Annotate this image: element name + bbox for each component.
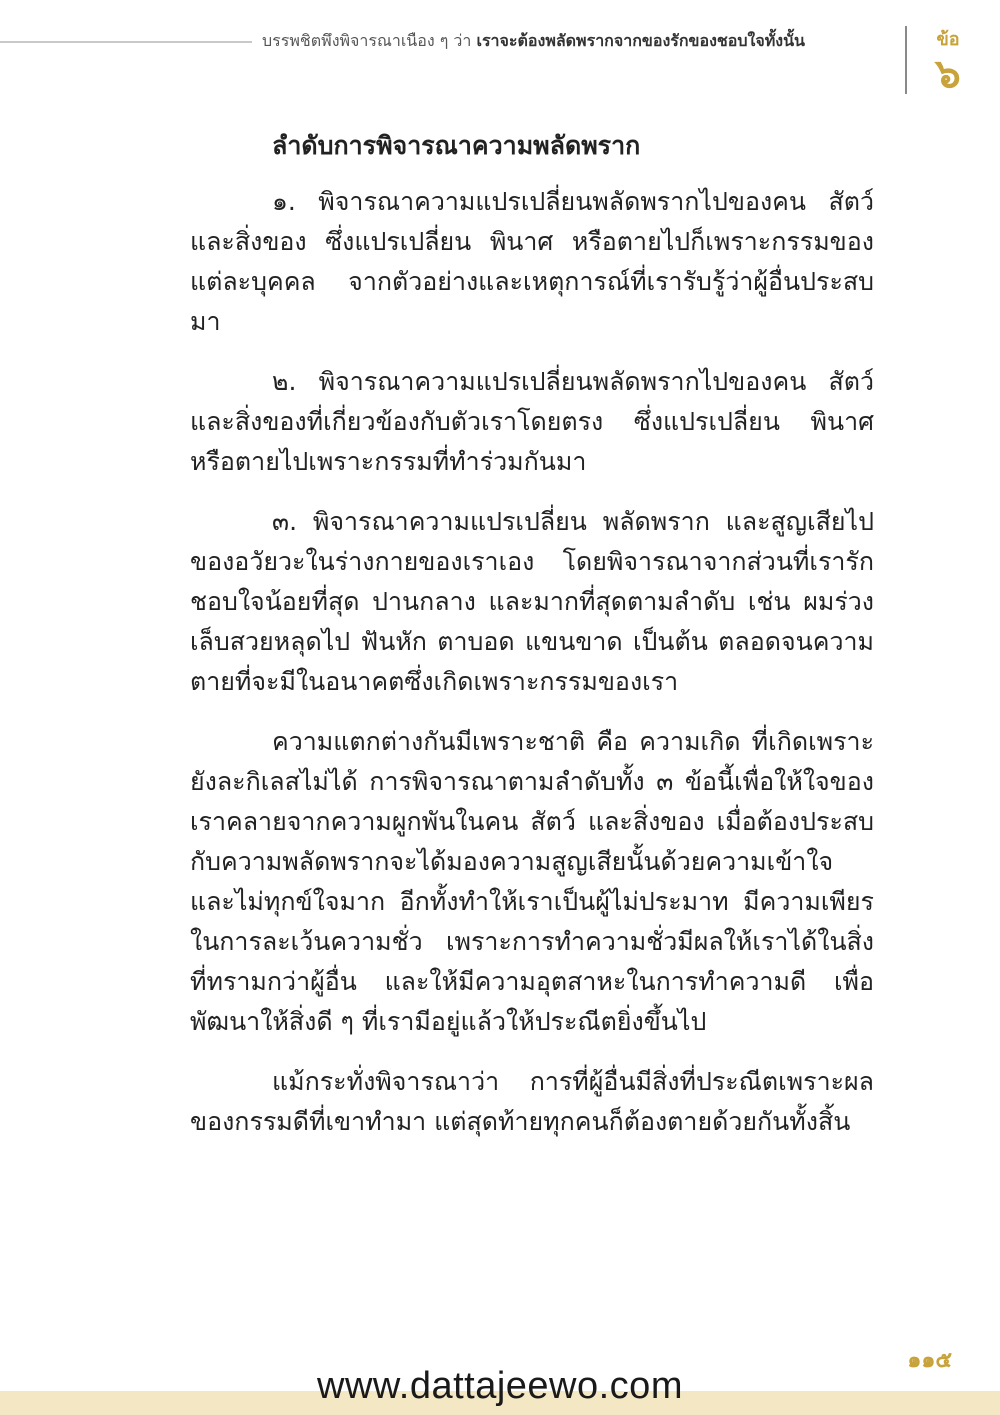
chapter-marker — [918, 28, 978, 96]
website-watermark: www.dattajeewo.com — [317, 1365, 683, 1407]
chapter-divider — [905, 26, 907, 94]
page-body — [190, 126, 874, 1142]
running-head-text: บรรพชิตพึงพิจารณาเนือง ๆ ว่า — [262, 31, 477, 50]
chapter-number: ๖ — [935, 51, 961, 97]
chapter-label: ข้อ — [936, 29, 960, 50]
paragraph-2: ๒. พิจารณาความแปรเปลี่ยนพลัดพรากไปของคน สัตว์ และสิ่งของที่เกี่ยวข้องกับตัวเราโดยตรง ซึ่งแปรเปลี่ยน พินาศ หรือตายไปเพราะกรรมที่ทำร่วมกันมา — [190, 367, 874, 476]
paragraph-1: ๑. พิจารณาความแปรเปลี่ยนพลัดพรากไปของคน สัตว์ และสิ่งของ ซึ่งแปรเปลี่ยน พินาศ หรือตายไปก็เพราะกรรมของแต่ละบุคคล จากตัวอย่างและเหตุการณ์ที่เรารับรู้ว่าผู้อื่นประสบมา — [190, 187, 874, 336]
paragraph-4: ความแตกต่างกันมีเพราะชาติ คือ ความเกิด ที่เกิดเพราะยังละกิเลสไม่ได้ การพิจารณาตามลำดับทั้ง ๓ ข้อนี้เพื่อให้ใจของเราคลายจากความผูกพันในคน สัตว์ และสิ่งของ เมื่อต้องประสบกับความพลัดพรากจะได้มองความสูญเสียนั้นด้วยความเข้าใจและไม่ทุกข์ใจมาก อีกทั้งทำให้เราเป็นผู้ไม่ประมาท มีความเพียรในการละเว้นความชั่ว เพราะการทำความชั่วมีผลให้เราได้ในสิ่งที่ทรามกว่าผู้อื่น และให้มีความอุตสาหะในการทำความดี เพื่อพัฒนาให้สิ่งดี ๆ ที่เรามีอยู่แล้วให้ประณีตยิ่งขึ้นไป — [190, 727, 874, 1036]
page-number: ๑๑๕ — [907, 1348, 952, 1373]
section-heading: ลำดับการพิจารณาความพลัดพราก — [272, 131, 641, 160]
running-head-bold-text: เราจะต้องพลัดพรากจากของรักของชอบใจทั้งนั้น — [476, 31, 805, 50]
paragraph-5: แม้กระทั่งพิจารณาว่า การที่ผู้อื่นมีสิ่งที่ประณีตเพราะผลของกรรมดีที่เขาทำมา แต่สุดท้ายทุกคนก็ต้องตายด้วยกันทั้งสิ้น — [190, 1067, 874, 1136]
header-rule — [0, 41, 252, 43]
running-head — [262, 28, 882, 54]
paragraph-3: ๓. พิจารณาความแปรเปลี่ยน พลัดพราก และสูญเสียไปของอวัยวะในร่างกายของเราเอง โดยพิจารณาจากส่วนที่เรารักชอบใจน้อยที่สุด ปานกลาง และมากที่สุดตามลำดับ เช่น ผมร่วง เล็บสวยหลุดไป ฟันหัก ตาบอด แขนขาด เป็นต้น ตลอดจนความตายที่จะมีในอนาคตซึ่งเกิดเพราะกรรมของเรา — [190, 507, 874, 696]
